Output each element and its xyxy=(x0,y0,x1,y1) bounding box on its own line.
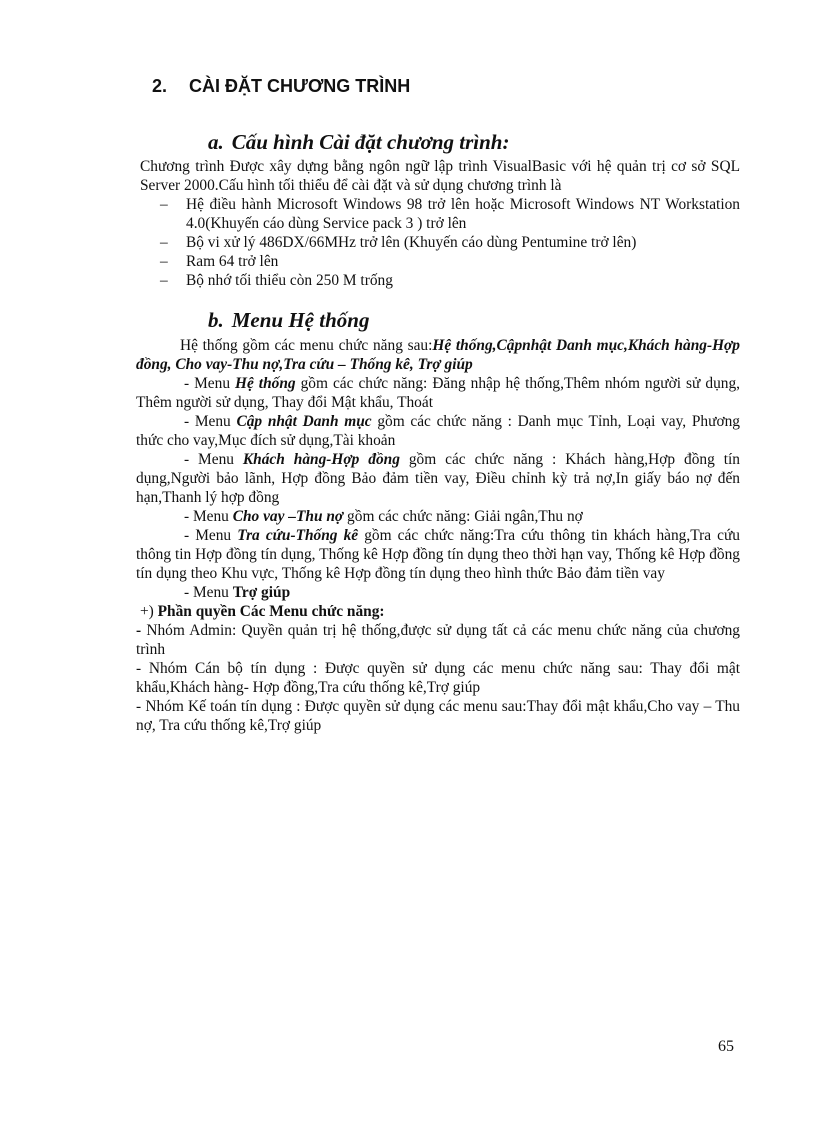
section-title: CÀI ĐẶT CHƯƠNG TRÌNH xyxy=(189,76,411,96)
subsection-a-heading xyxy=(208,130,509,155)
menu-name: Cho vay –Thu nợ xyxy=(232,508,344,525)
menu-item: - Menu Tra cứu-Thống kê gồm các chức năng:Tra cứu thông tin khách hàng,Tra cứu thông tin Hợp đồng tín dụng, Thống kê Hợp đồng tín dụng theo thời hạn vay, Thống kê Hợp đồng tín dụng theo Khu vực, Thống kê Hợp đồng tín dụng theo hình thức Bảo đảm tiền vay xyxy=(136,527,741,582)
menu-name: Cập nhật Danh mục xyxy=(236,413,372,430)
permission-group: - Nhóm Admin: Quyền quản trị hệ thống,được sử dụng tất cả các menu chức năng của chương trình xyxy=(136,622,740,658)
menu-list: Hệ thống,Cậpnhật Danh mục,Khách hàng-Hợp đồng, Cho vay-Thu nợ,Tra cứu – Thống kê, Trợ giúp xyxy=(136,337,740,373)
dash-marker: – xyxy=(160,253,168,270)
requirement-item: – Ram 64 trở lên xyxy=(160,253,279,270)
permission-group: - Nhóm Kế toán tín dụng : Được quyền sử dụng các menu sau:Thay đổi mật khẩu,Cho vay – Thu nợ, Tra cứu thống kê,Trợ giúp xyxy=(136,698,740,734)
dash-marker: – xyxy=(160,196,168,213)
menu-intro: Hệ thống gồm các menu chức năng sau:Hệ thống,Cậpnhật Danh mục,Khách hàng-Hợp đồng, Cho vay-Thu nợ,Tra cứu – Thống kê, Trợ giúp xyxy=(136,337,740,373)
subsection-b-heading xyxy=(208,308,369,333)
menu-item: - Menu Khách hàng-Hợp đồng gồm các chức năng : Khách hàng,Hợp đồng tín dụng,Người bảo lãnh, Hợp đồng Bảo đảm tiền vay, Điều chỉnh kỳ trả nợ,In giấy báo nợ đến hạn,Thanh lý hợp đồng xyxy=(136,451,740,506)
subsection-a-letter: a. xyxy=(208,130,224,154)
menu-name: Hệ thống xyxy=(235,375,296,392)
page-number: 65 xyxy=(718,1038,734,1055)
menu-item: - Menu Trợ giúp xyxy=(184,584,291,601)
menu-name: Trợ giúp xyxy=(232,584,291,601)
intro-paragraph: Chương trình Được xây dựng bằng ngôn ngữ lập trình VisualBasic với hệ quản trị cơ sở SQL Server 2000.Cấu hình tối thiểu để cài đặt và sử dụng chương trình là xyxy=(140,158,740,194)
config-block xyxy=(136,157,740,290)
subsection-b-title: Menu Hệ thống xyxy=(231,308,370,332)
requirement-item: – Bộ nhớ tối thiểu còn 250 M trống xyxy=(160,272,393,289)
permissions-heading: +) Phần quyền Các Menu chức năng: xyxy=(140,603,385,620)
requirement-item: – Hệ điều hành Microsoft Windows 98 trở lên hoặc Microsoft Windows NT Workstation 4.0(Khuyến cáo dùng Service pack 3 ) trở lên xyxy=(160,196,740,232)
requirement-item: – Bộ vi xử lý 486DX/66MHz trở lên (Khuyến cáo dùng Pentumine trở lên) xyxy=(160,234,637,251)
dash-marker: – xyxy=(160,272,168,289)
subsection-b-letter: b. xyxy=(208,308,224,332)
section-number: 2. xyxy=(152,76,168,96)
permission-group: - Nhóm Cán bộ tín dụng : Được quyền sử dụng các menu chức năng sau: Thay đổi mật khẩu,Khách hàng- Hợp đồng,Tra cứu thống kê,Trợ giúp xyxy=(136,660,740,696)
menu-block xyxy=(136,336,740,735)
dash-marker: – xyxy=(160,234,168,251)
menu-item: - Menu Hệ thống gồm các chức năng: Đăng nhập hệ thống,Thêm nhóm người sử dụng, Thêm người sử dụng, Thay đổi Mật khẩu, Thoát xyxy=(136,375,741,411)
menu-name: Tra cứu-Thống kê xyxy=(237,527,359,544)
requirements-list xyxy=(136,195,740,290)
menu-item: - Menu Cho vay –Thu nợ gồm các chức năng: Giải ngân,Thu nợ xyxy=(184,508,583,525)
subsection-a-title: Cấu hình Cài đặt chương trình: xyxy=(231,130,510,154)
menu-item: - Menu Cập nhật Danh mục gồm các chức năng : Danh mục Tỉnh, Loại vay, Phương thức cho vay,Mục đích sử dụng,Tài khoản xyxy=(136,413,740,449)
section-heading xyxy=(152,76,612,97)
menu-name: Khách hàng-Hợp đồng xyxy=(242,451,400,468)
